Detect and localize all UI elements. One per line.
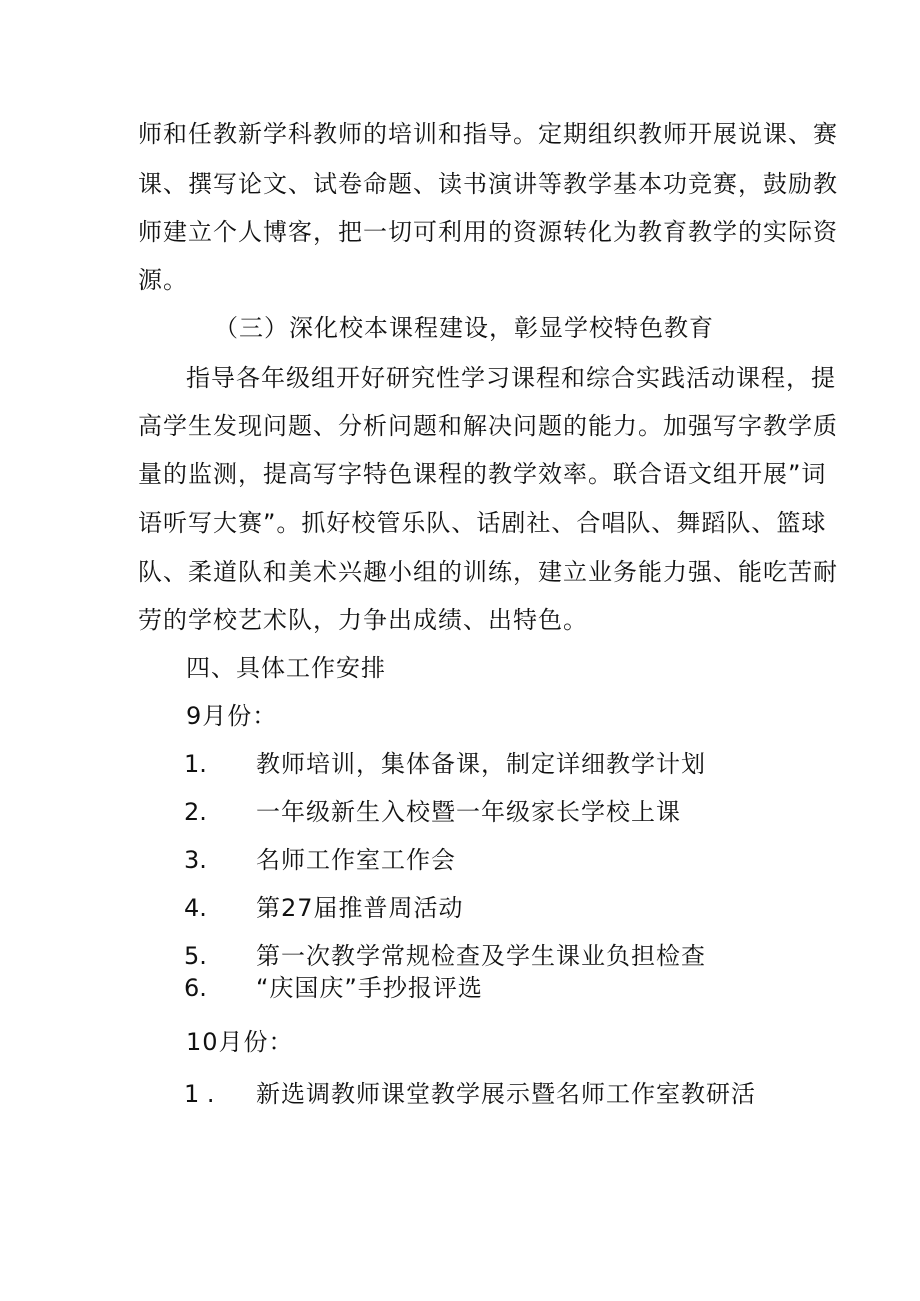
paragraph-line: 课、撰写论文、试卷命题、读书演讲等教学基本功竞赛，鼓励教: [138, 170, 838, 198]
month-label: 10月份：: [186, 1028, 294, 1056]
list-item-number: 2.: [184, 798, 207, 826]
list-item-number: 6.: [184, 974, 207, 1002]
paragraph-line: 劳的学校艺术队，力争出成绩、出特色。: [138, 606, 588, 634]
section-heading: （三）深化校本课程建设，彰显学校特色教育: [214, 314, 714, 342]
list-item-number: 3.: [184, 846, 207, 874]
paragraph-line: 量的监测，提高写字特色课程的教学效率。联合语文组开展”词: [138, 460, 827, 488]
list-item-text: 一年级新生入校暨一年级家长学校上课: [256, 798, 681, 826]
list-item-text: 第27届推普周活动: [256, 894, 464, 922]
list-item-text: 名师工作室工作会: [256, 846, 456, 874]
list-item-text: “庆国庆”手抄报评选: [256, 974, 483, 1002]
paragraph-line: 指导各年级组开好研究性学习课程和综合实践活动课程，提: [186, 364, 836, 392]
month-label: 9月份：: [186, 702, 278, 730]
list-item-number: 1.: [184, 750, 207, 778]
list-item-text: 教师培训，集体备课，制定详细教学计划: [256, 750, 706, 778]
section-title: 四、具体工作安排: [186, 654, 386, 682]
paragraph-line: 师建立个人博客，把一切可利用的资源转化为教育教学的实际资: [138, 218, 838, 246]
paragraph-line: 高学生发现问题、分析问题和解决问题的能力。加强写字教学质: [138, 412, 838, 440]
list-item-text: 第一次教学常规检查及学生课业负担检查: [256, 942, 706, 970]
list-item-number: 4.: [184, 894, 207, 922]
paragraph-line: 师和任教新学科教师的培训和指导。定期组织教师开展说课、赛: [138, 120, 838, 148]
list-item-number: 5.: [184, 942, 207, 970]
list-item-text: 新选调教师课堂教学展示暨名师工作室教研活: [256, 1080, 756, 1108]
paragraph-line: 源。: [138, 266, 188, 294]
list-item-number: 1 .: [184, 1080, 215, 1108]
paragraph-line: 队、柔道队和美术兴趣小组的训练，建立业务能力强、能吃苦耐: [138, 558, 838, 586]
paragraph-line: 语听写大赛”。抓好校管乐队、话剧社、合唱队、舞蹈队、篮球: [138, 509, 827, 537]
